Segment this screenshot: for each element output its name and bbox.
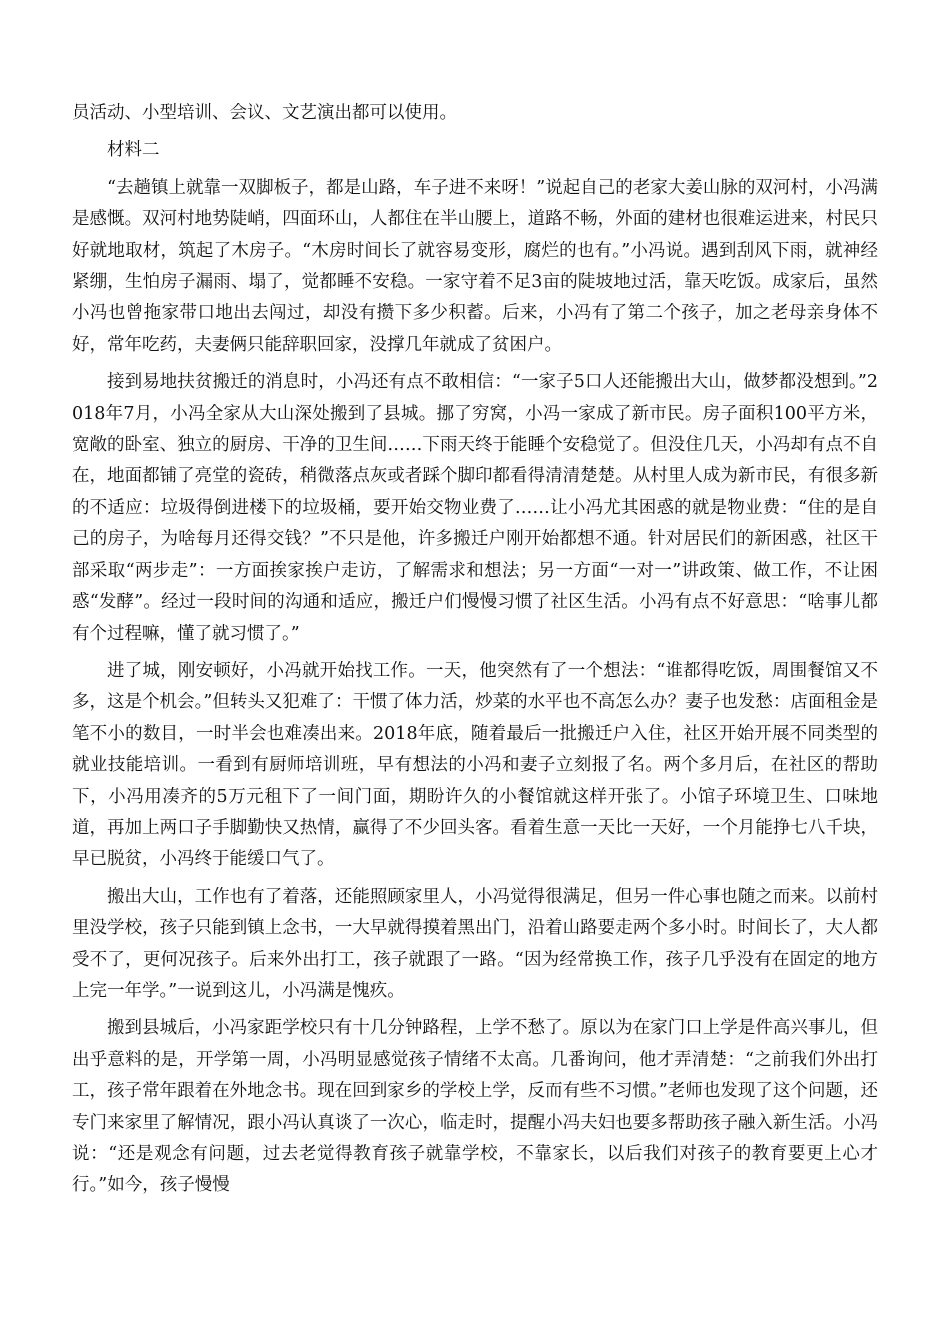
paragraph-continuation: 员活动、小型培训、会议、文艺演出都可以使用。 — [72, 103, 457, 123]
paragraph-1: “去趟镇上就靠一双脚板子，都是山路，车子进不来呀！”说起自己的老家大姜山脉的双河村，小冯满是感慨。双河村地势陡峭，四面环山，人都住在半山腰上，道路不畅，外面的建材也很难运进来，村民只好就地取材，筑起了木房子。“木房时间长了就容易变形，腐烂的也有。”小冯说。遇到刮风下雨，就神经紧绷，生怕房子漏雨、塌了，觉都睡不安稳。一家守着不足3亩的陡坡地过活，靠天吃饭。成家后，虽然小冯也曾拖家带口地出去闯过，却没有攒下多少积蓄。后来，小冯有了第二个孩子，加之老母亲身体不好，常年吃药，夫妻俩只能辞职回家，没撑几年就成了贫困户。 — [72, 177, 878, 355]
document-page — [72, 98, 878, 1208]
paragraph-2: 接到易地扶贫搬迁的消息时，小冯还有点不敢相信：“一家子5口人还能搬出大山，做梦都没想到。”2018年7月，小冯全家从大山深处搬到了县城。挪了穷窝，小冯一家成了新市民。房子面积100平方米，宽敞的卧室、独立的厨房、干净的卫生间……下雨天终于能睡个安稳觉了。但没住几天，小冯却有点不自在，地面都铺了亮堂的瓷砖，稍微落点灰或者踩个脚印都看得清清楚楚。从村里人成为新市民，有很多新的不适应：垃圾得倒进楼下的垃圾桶，要开始交物业费了……让小冯尤其困惑的就是物业费：“住的是自己的房子，为啥每月还得交钱？”不只是他，许多搬迁户刚开始都想不通。针对居民们的新困惑，社区干部采取“两步走”：一方面挨家挨户走访，了解需求和想法；另一方面“一对一”讲政策、做工作，不让困惑“发酵”。经过一段时间的沟通和适应，搬迁户们慢慢习惯了社区生活。小冯有点不好意思：“啥事儿都有个过程嘛，懂了就习惯了。” — [72, 372, 878, 644]
section-heading-material-two: 材料二 — [107, 140, 160, 161]
paragraph-5: 搬到县城后，小冯家距学校只有十几分钟路程，上学不愁了。原以为在家门口上学是件高兴事儿，但出乎意料的是，开学第一周，小冯明显感觉孩子情绪不太高。几番询问，他才弄清楚：“之前我们外出打工，孩子常年跟着在外地念书。现在回到家乡的学校上学，反而有些不习惯。”老师也发现了这个问题，还专门来家里了解情况，跟小冯认真谈了一次心，临走时，提醒小冯夫妇也要多帮助孩子融入新生活。小冯说：“还是观念有问题，过去老觉得教育孩子就靠学校，不靠家长，以后我们对孩子的教育要更上心才行。”如今，孩子慢慢 — [72, 1018, 878, 1196]
paragraph-4: 搬出大山，工作也有了着落，还能照顾家里人，小冯觉得很满足，但另一件心事也随之而来。以前村里没学校，孩子只能到镇上念书，一大早就得摸着黑出门，沿着山路要走两个多小时。时间长了，大人都受不了，更何况孩子。后来外出打工，孩子就跟了一路。“因为经常换工作，孩子几乎没有在固定的地方上完一年学。”一说到这儿，小冯满是愧疚。 — [72, 886, 878, 1001]
paragraph-3: 进了城，刚安顿好，小冯就开始找工作。一天，他突然有了一个想法：“谁都得吃饭，周围餐馆又不多，这是个机会。”但转头又犯难了：干惯了体力活，炒菜的水平也不高怎么办？妻子也发愁：店面租金是笔不小的数目，一时半会也难凑出来。2018年底，随着最后一批搬迁户入住，社区开始开展不同类型的就业技能培训。一看到有厨师培训班，早有想法的小冯和妻子立刻报了名。两个多月后，在社区的帮助下，小冯用凑齐的5万元租下了一间门面，期盼许久的小餐馆就这样开张了。小馆子环境卫生、口味地道，再加上两口子手脚勤快又热情，赢得了不少回头客。看着生意一天比一天好，一个月能挣七八千块，早已脱贫，小冯终于能缓口气了。 — [72, 660, 878, 870]
